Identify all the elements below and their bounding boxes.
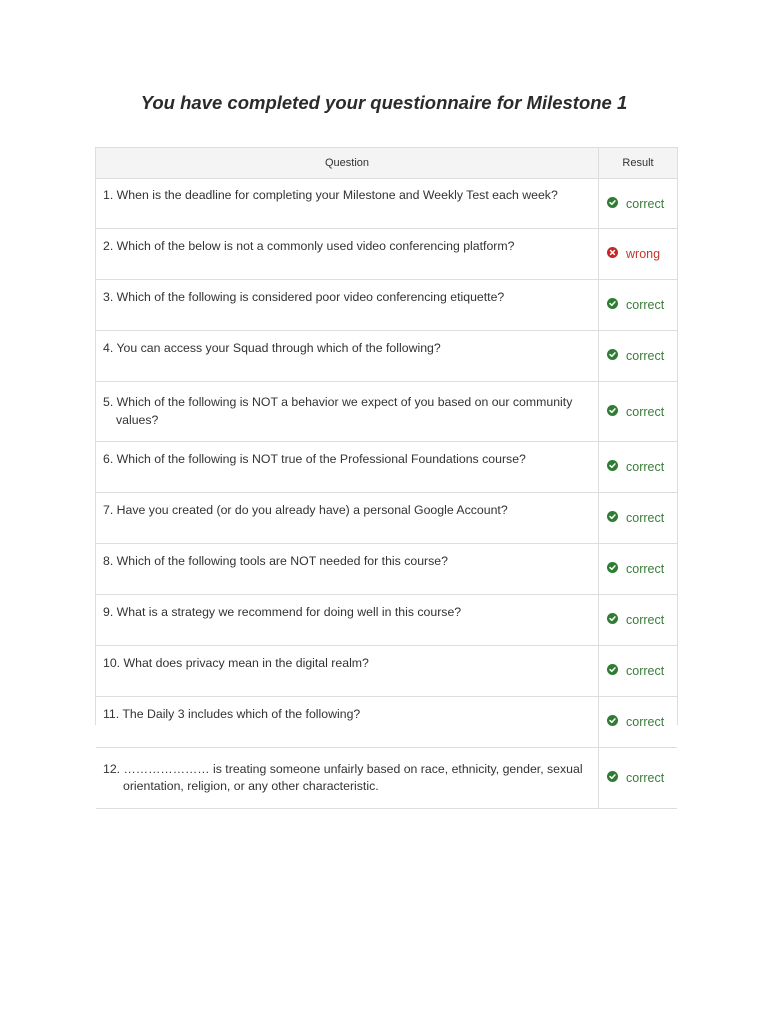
- check-circle-icon: [607, 613, 618, 624]
- column-header-result[interactable]: Result: [599, 148, 678, 179]
- check-circle-icon: [607, 197, 618, 208]
- question-text: 6. Which of the following is NOT true of the Professional Foundations course?: [103, 452, 526, 466]
- check-circle-icon: [607, 562, 618, 573]
- table-row: [96, 646, 677, 697]
- result-cell: [599, 229, 678, 280]
- status-text: correct: [626, 770, 665, 785]
- result-cell: [599, 748, 678, 809]
- question-cell: [96, 646, 599, 697]
- check-circle-icon: [607, 460, 618, 471]
- question-cell: [96, 442, 599, 493]
- status-badge: [607, 347, 664, 364]
- question-text: 11. The Daily 3 includes which of the following?: [103, 707, 361, 721]
- check-circle-icon: [607, 771, 618, 782]
- question-cell: [96, 382, 599, 442]
- question-cell: [96, 229, 599, 280]
- table-row: [96, 493, 677, 544]
- status-badge: [607, 458, 664, 475]
- status-text: correct: [626, 196, 665, 211]
- status-text: correct: [626, 459, 665, 474]
- status-badge: [607, 195, 664, 212]
- table-row: [96, 280, 677, 331]
- column-header-question[interactable]: Question: [96, 148, 599, 179]
- result-cell: [599, 331, 678, 382]
- status-badge: [607, 662, 664, 679]
- status-badge: [607, 245, 660, 262]
- question-cell: [96, 697, 599, 748]
- status-text: correct: [626, 612, 665, 627]
- status-text: correct: [626, 561, 665, 576]
- status-text: correct: [626, 348, 665, 363]
- table-body: [96, 179, 677, 809]
- question-cell: [96, 544, 599, 595]
- status-text: wrong: [626, 246, 661, 261]
- question-text: 2. Which of the below is not a commonly used video conferencing platform?: [103, 239, 515, 253]
- status-badge: [607, 713, 664, 730]
- result-cell: [599, 382, 678, 442]
- check-circle-icon: [607, 405, 618, 416]
- status-badge: [607, 560, 664, 577]
- result-cell: [599, 493, 678, 544]
- question-text: 5. Which of the following is NOT a behavior we expect of you based on our community values?: [103, 395, 573, 427]
- question-cell: [96, 280, 599, 331]
- table-row: [96, 229, 677, 280]
- results-table: [96, 148, 677, 809]
- result-cell: [599, 280, 678, 331]
- table-row: [96, 697, 677, 748]
- question-cell: [96, 331, 599, 382]
- check-circle-icon: [607, 349, 618, 360]
- question-text: 7. Have you created (or do you already have) a personal Google Account?: [103, 503, 508, 517]
- status-text: correct: [626, 404, 665, 419]
- page-title: You have completed your questionnaire for Milestone 1: [140, 92, 628, 113]
- result-cell: [599, 442, 678, 493]
- status-badge: [607, 611, 664, 628]
- question-text: 1. When is the deadline for completing your Milestone and Weekly Test each week?: [103, 188, 558, 202]
- status-badge: [607, 403, 664, 420]
- table-row: [96, 179, 677, 229]
- question-text: 12. ………………… is treating someone unfairly based on race, ethnicity, gender, sexual orientation, religion, or any other characteristic.: [103, 761, 583, 793]
- check-circle-icon: [607, 664, 618, 675]
- question-cell: [96, 748, 599, 809]
- question-cell: [96, 179, 599, 229]
- question-cell: [96, 493, 599, 544]
- check-circle-icon: [607, 715, 618, 726]
- result-cell: [599, 179, 678, 229]
- status-text: correct: [626, 714, 665, 729]
- table-row: [96, 748, 677, 809]
- table-row: [96, 544, 677, 595]
- results-table-container: [95, 147, 678, 793]
- result-cell: [599, 595, 678, 646]
- result-cell: [599, 646, 678, 697]
- status-badge: [607, 509, 664, 526]
- question-text: 9. What is a strategy we recommend for doing well in this course?: [103, 605, 462, 619]
- status-text: correct: [626, 510, 665, 525]
- question-text: 4. You can access your Squad through which of the following?: [103, 341, 441, 355]
- result-cell: [599, 697, 678, 748]
- status-badge: [607, 769, 664, 786]
- result-cell: [599, 544, 678, 595]
- status-badge: [607, 296, 664, 313]
- table-row: [96, 595, 677, 646]
- check-circle-icon: [607, 511, 618, 522]
- table-row: [96, 382, 677, 442]
- x-circle-icon: [607, 247, 618, 258]
- question-text: 10. What does privacy mean in the digital realm?: [103, 656, 369, 670]
- question-cell: [96, 595, 599, 646]
- question-text: 8. Which of the following tools are NOT needed for this course?: [103, 554, 448, 568]
- status-text: correct: [626, 297, 665, 312]
- check-circle-icon: [607, 298, 618, 309]
- table-row: [96, 331, 677, 382]
- status-text: correct: [626, 663, 665, 678]
- question-text: 3. Which of the following is considered poor video conferencing etiquette?: [103, 290, 505, 304]
- table-row: [96, 442, 677, 493]
- table-header-row: [96, 148, 677, 179]
